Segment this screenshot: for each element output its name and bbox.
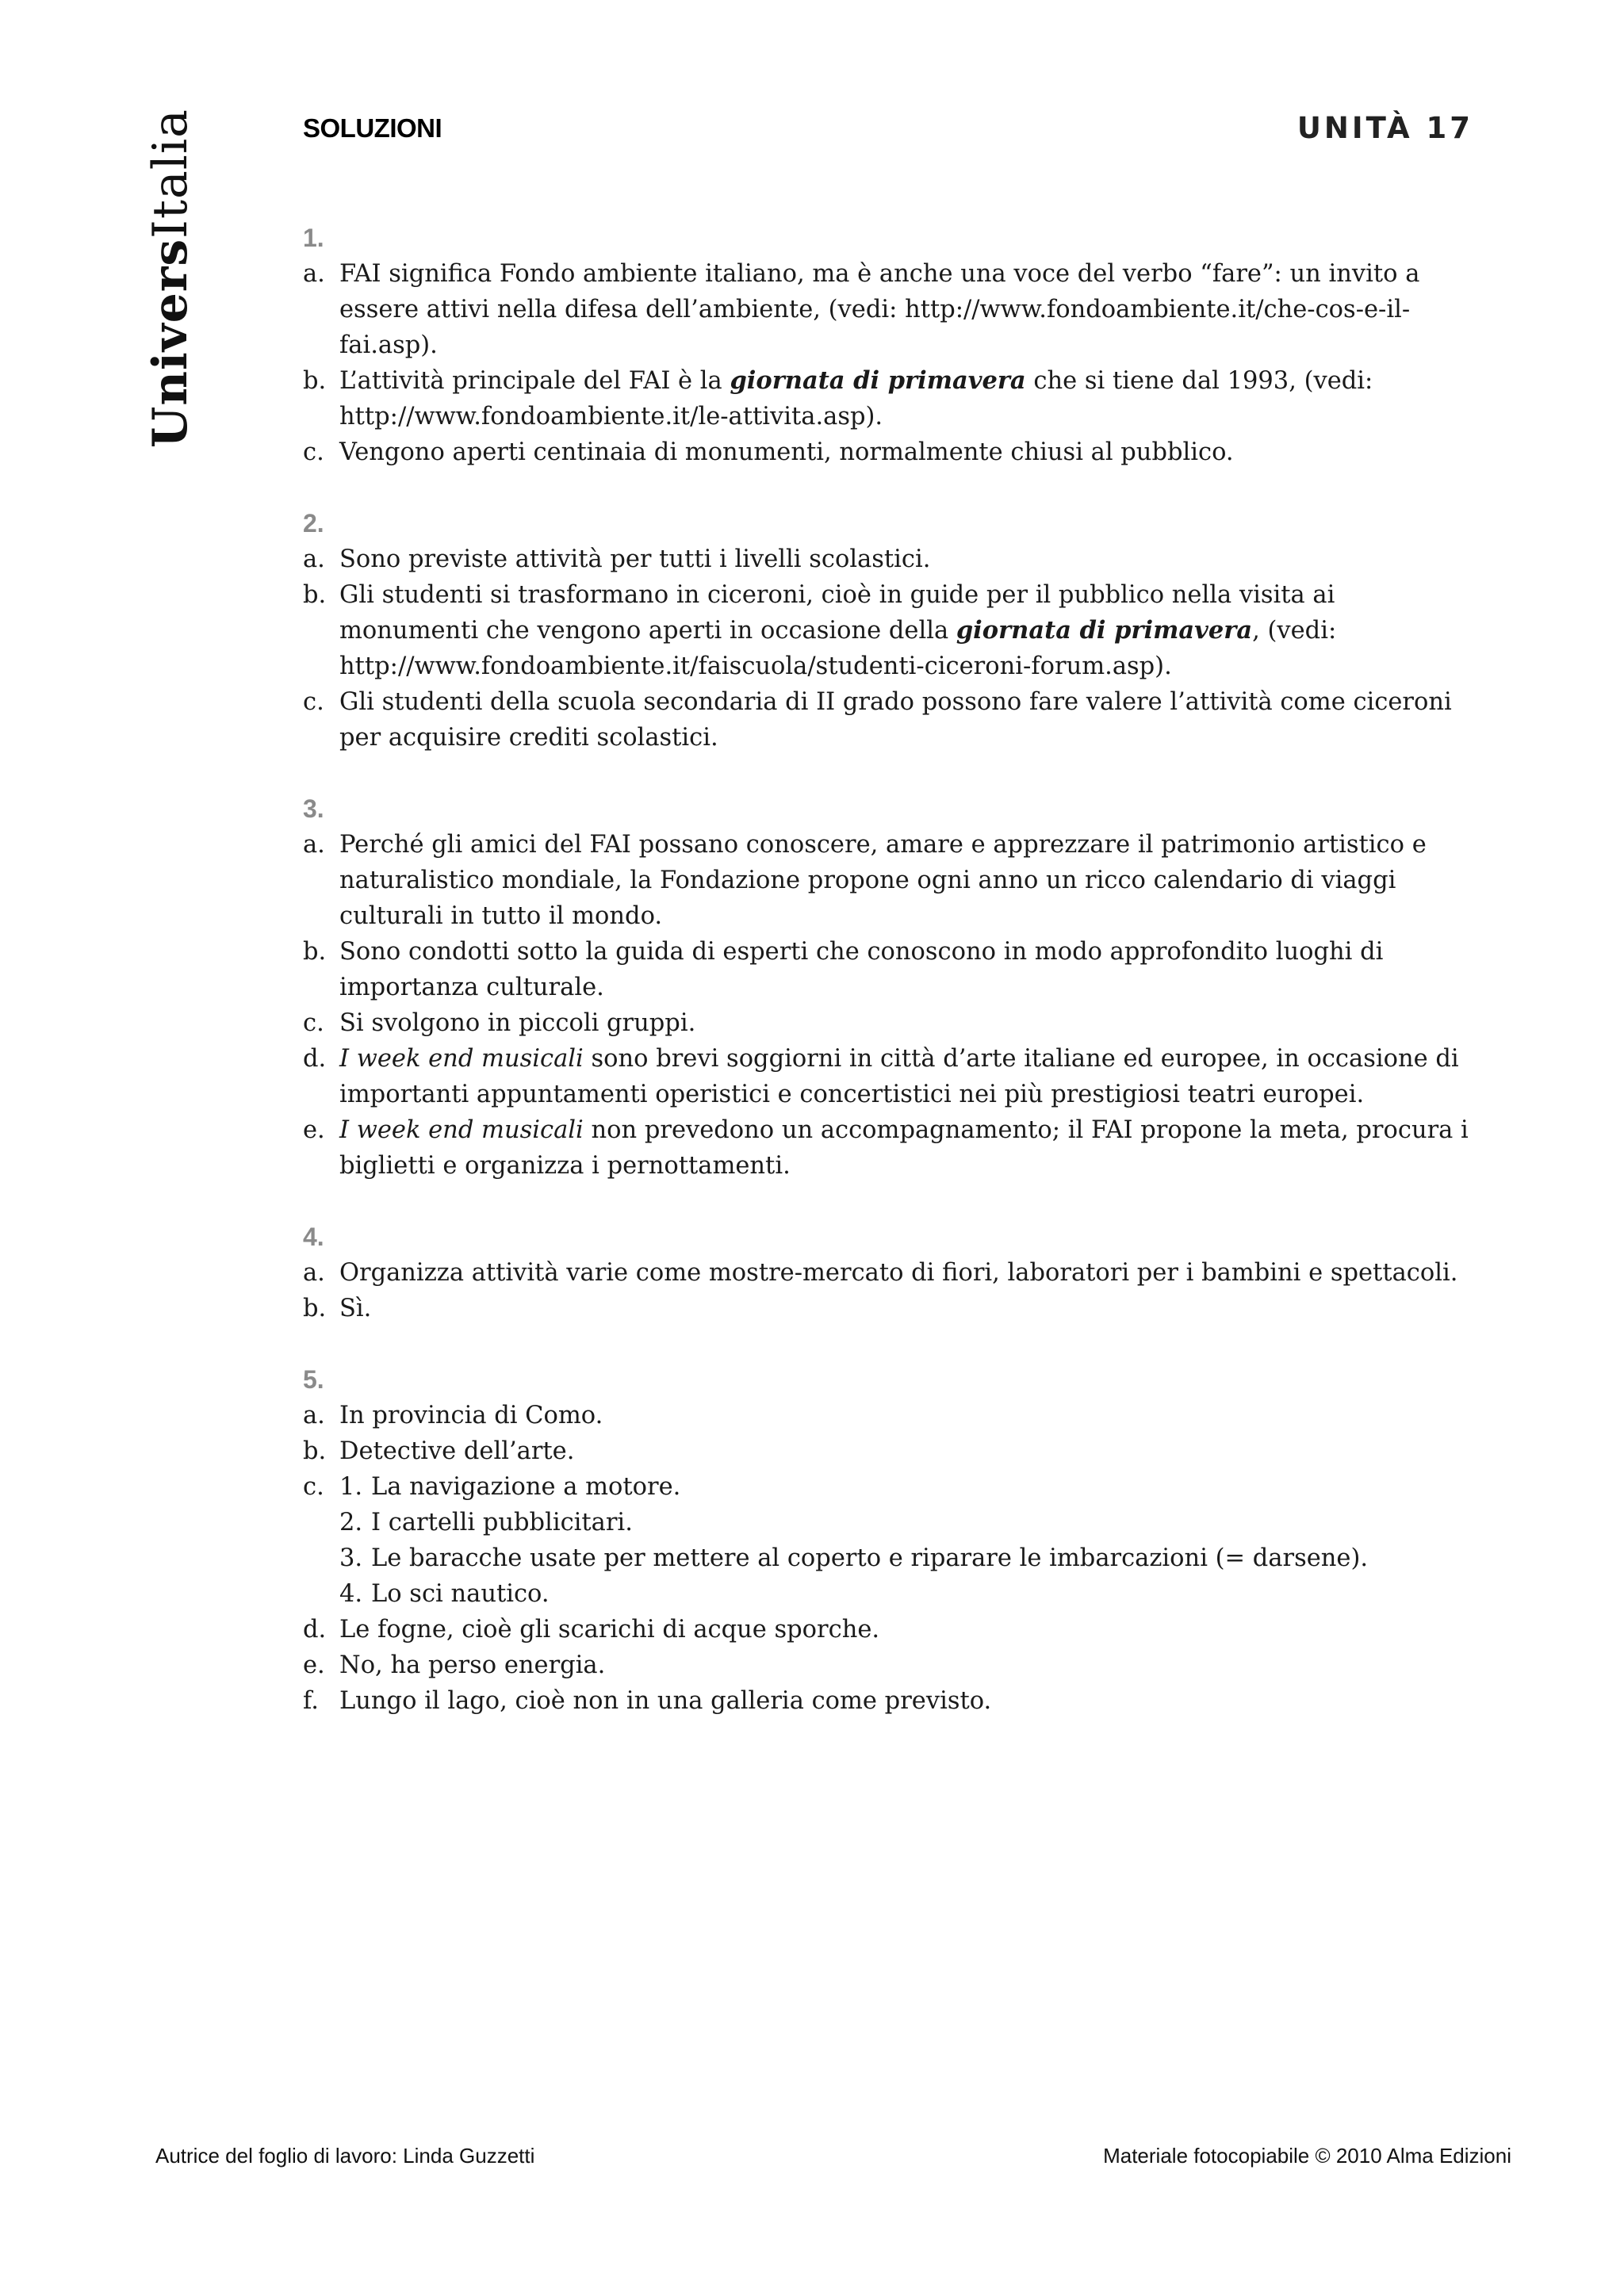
section-number: 5. bbox=[303, 1365, 324, 1394]
answer-label: b. bbox=[303, 938, 327, 966]
answer-label: c. bbox=[303, 1009, 324, 1037]
answer-text: Sì. bbox=[339, 1295, 372, 1322]
answer-item bbox=[303, 1255, 1477, 1291]
answer-label: b. bbox=[303, 1295, 327, 1322]
answer-text: I week end musicali sono brevi soggiorni in città d’arte italiane ed europee, in occasione di importanti appuntamenti operistici e concertistici nei più prestigiosi teatri europei. bbox=[339, 1045, 1459, 1108]
answer-text: Gli studenti della scuola secondaria di II grado possono fare valere l’attività come ciceroni per acquisire crediti scolastici. bbox=[339, 688, 1452, 752]
sub-answer-label: 4. bbox=[339, 1580, 363, 1608]
answer-item bbox=[303, 256, 1477, 363]
answer-text: Le fogne, cioè gli scarichi di acque sporche. bbox=[339, 1616, 880, 1644]
answer-item bbox=[303, 363, 1477, 434]
unit-label: UNITÀ 17 bbox=[1297, 111, 1473, 145]
logo-regular-part: Italia bbox=[143, 109, 198, 239]
section-number: 4. bbox=[303, 1223, 324, 1251]
answer-item bbox=[303, 684, 1477, 756]
emphasis-text: giornata di primavera bbox=[956, 616, 1253, 645]
answer-label: d. bbox=[303, 1045, 327, 1073]
logo-bold-part: Univers bbox=[143, 238, 198, 448]
answer-item bbox=[303, 1469, 1477, 1505]
answer-text: No, ha perso energia. bbox=[339, 1651, 606, 1679]
answer-text: I week end musicali non prevedono un accompagnamento; il FAI propone la meta, procura i biglietti e organizza i pernottamenti. bbox=[339, 1116, 1469, 1180]
sub-answer-text: Lo sci nautico. bbox=[371, 1580, 550, 1608]
answer-text: Sono condotti sotto la guida di esperti che conoscono in modo approfondito luoghi di importanza culturale. bbox=[339, 938, 1384, 1001]
answer-text: Organizza attività varie come mostre-mercato di fiori, laboratori per i bambini e spettacoli. bbox=[339, 1259, 1458, 1287]
answer-label: a. bbox=[303, 545, 325, 573]
answer-item bbox=[303, 827, 1477, 934]
answer-label: b. bbox=[303, 581, 327, 609]
section-1 bbox=[303, 220, 1477, 470]
answer-item bbox=[303, 1112, 1477, 1184]
sub-answer bbox=[339, 1469, 1477, 1505]
answer-label: a. bbox=[303, 260, 325, 288]
answer-text: Perché gli amici del FAI possano conoscere, amare e apprezzare il patrimonio artistico e naturalistico mondiale, la Fondazione propone ogni anno un ricco calendario di viaggi culturali in tutto il mondo. bbox=[339, 831, 1427, 930]
answer-text: L’attività principale del FAI è la giornata di primavera che si tiene dal 1993, (vedi: http://www.fondoambiente.it/le-attivita.asp). bbox=[339, 366, 1373, 430]
sub-answer-label: 2. bbox=[339, 1509, 363, 1536]
section-4 bbox=[303, 1219, 1477, 1326]
answer-text: Vengono aperti centinaia di monumenti, normalmente chiusi al pubblico. bbox=[339, 438, 1234, 466]
sub-answer bbox=[303, 1505, 1477, 1540]
section-5 bbox=[303, 1362, 1477, 1719]
answer-item bbox=[303, 1647, 1477, 1683]
sub-answer-label: 3. bbox=[339, 1544, 363, 1572]
section-3 bbox=[303, 791, 1477, 1184]
answer-item bbox=[303, 1041, 1477, 1112]
solutions-content bbox=[303, 220, 1477, 1755]
emphasis-text: giornata di primavera bbox=[730, 366, 1026, 395]
answer-text: Gli studenti si trasformano in ciceroni, cioè in guide per il pubblico nella visita ai monumenti che vengono aperti in occasione della giornata di primavera, (vedi: http://www.fondoambiente.it/faiscuola/studenti-ciceroni-forum.asp). bbox=[339, 581, 1337, 680]
answer-item bbox=[303, 1433, 1477, 1469]
answer-label: d. bbox=[303, 1616, 327, 1644]
footer-copyright: Materiale fotocopiabile © 2010 Alma Edizioni bbox=[1103, 2144, 1511, 2168]
answer-label: b. bbox=[303, 1437, 327, 1465]
answer-item bbox=[303, 541, 1477, 577]
answer-label: f. bbox=[303, 1687, 319, 1715]
section-2 bbox=[303, 506, 1477, 756]
answer-item bbox=[303, 934, 1477, 1005]
answer-item bbox=[303, 1612, 1477, 1647]
answer-item bbox=[303, 1398, 1477, 1433]
answer-item bbox=[303, 434, 1477, 470]
italic-title: I week end musicali bbox=[339, 1045, 584, 1073]
section-number: 2. bbox=[303, 509, 324, 538]
answer-item bbox=[303, 1005, 1477, 1041]
answer-item bbox=[303, 1683, 1477, 1719]
answer-text: Si svolgono in piccoli gruppi. bbox=[339, 1009, 696, 1037]
answer-label: e. bbox=[303, 1116, 325, 1144]
answer-text: FAI significa Fondo ambiente italiano, ma è anche una voce del verbo “fare”: un invito a essere attivi nella difesa dell’ambiente, (vedi: http://www.fondoambiente.it/che-cos-e-il-fai.asp). bbox=[339, 260, 1420, 359]
universitalia-logo bbox=[143, 109, 198, 448]
answer-item bbox=[303, 1291, 1477, 1326]
answer-text: Sono previste attività per tutti i livelli scolastici. bbox=[339, 545, 931, 573]
page-title: SOLUZIONI bbox=[303, 113, 442, 143]
sub-answer bbox=[303, 1576, 1477, 1612]
answer-label: e. bbox=[303, 1651, 325, 1679]
answer-label: a. bbox=[303, 1402, 325, 1429]
answer-label: a. bbox=[303, 1259, 325, 1287]
sub-answer bbox=[303, 1540, 1477, 1576]
sub-answer-text: Le baracche usate per mettere al coperto e riparare le imbarcazioni (= darsene). bbox=[371, 1544, 1369, 1572]
sub-answer-label: 1. bbox=[339, 1473, 363, 1501]
footer-author: Autrice del foglio di lavoro: Linda Guzzetti bbox=[155, 2144, 535, 2168]
italic-title: I week end musicali bbox=[339, 1116, 584, 1144]
answer-label: a. bbox=[303, 831, 325, 859]
section-number: 1. bbox=[303, 224, 324, 252]
sub-answer-text: I cartelli pubblicitari. bbox=[371, 1509, 633, 1536]
answer-text: In provincia di Como. bbox=[339, 1402, 603, 1429]
sub-answer-text: La navigazione a motore. bbox=[371, 1473, 681, 1501]
answer-label: b. bbox=[303, 367, 327, 395]
answer-text: Detective dell’arte. bbox=[339, 1437, 575, 1465]
answer-label: c. bbox=[303, 688, 324, 716]
answer-item bbox=[303, 577, 1477, 684]
answer-text: Lungo il lago, cioè non in una galleria come previsto. bbox=[339, 1687, 992, 1715]
answer-label: c. bbox=[303, 438, 324, 466]
section-number: 3. bbox=[303, 794, 324, 823]
answer-label: c. bbox=[303, 1473, 324, 1501]
